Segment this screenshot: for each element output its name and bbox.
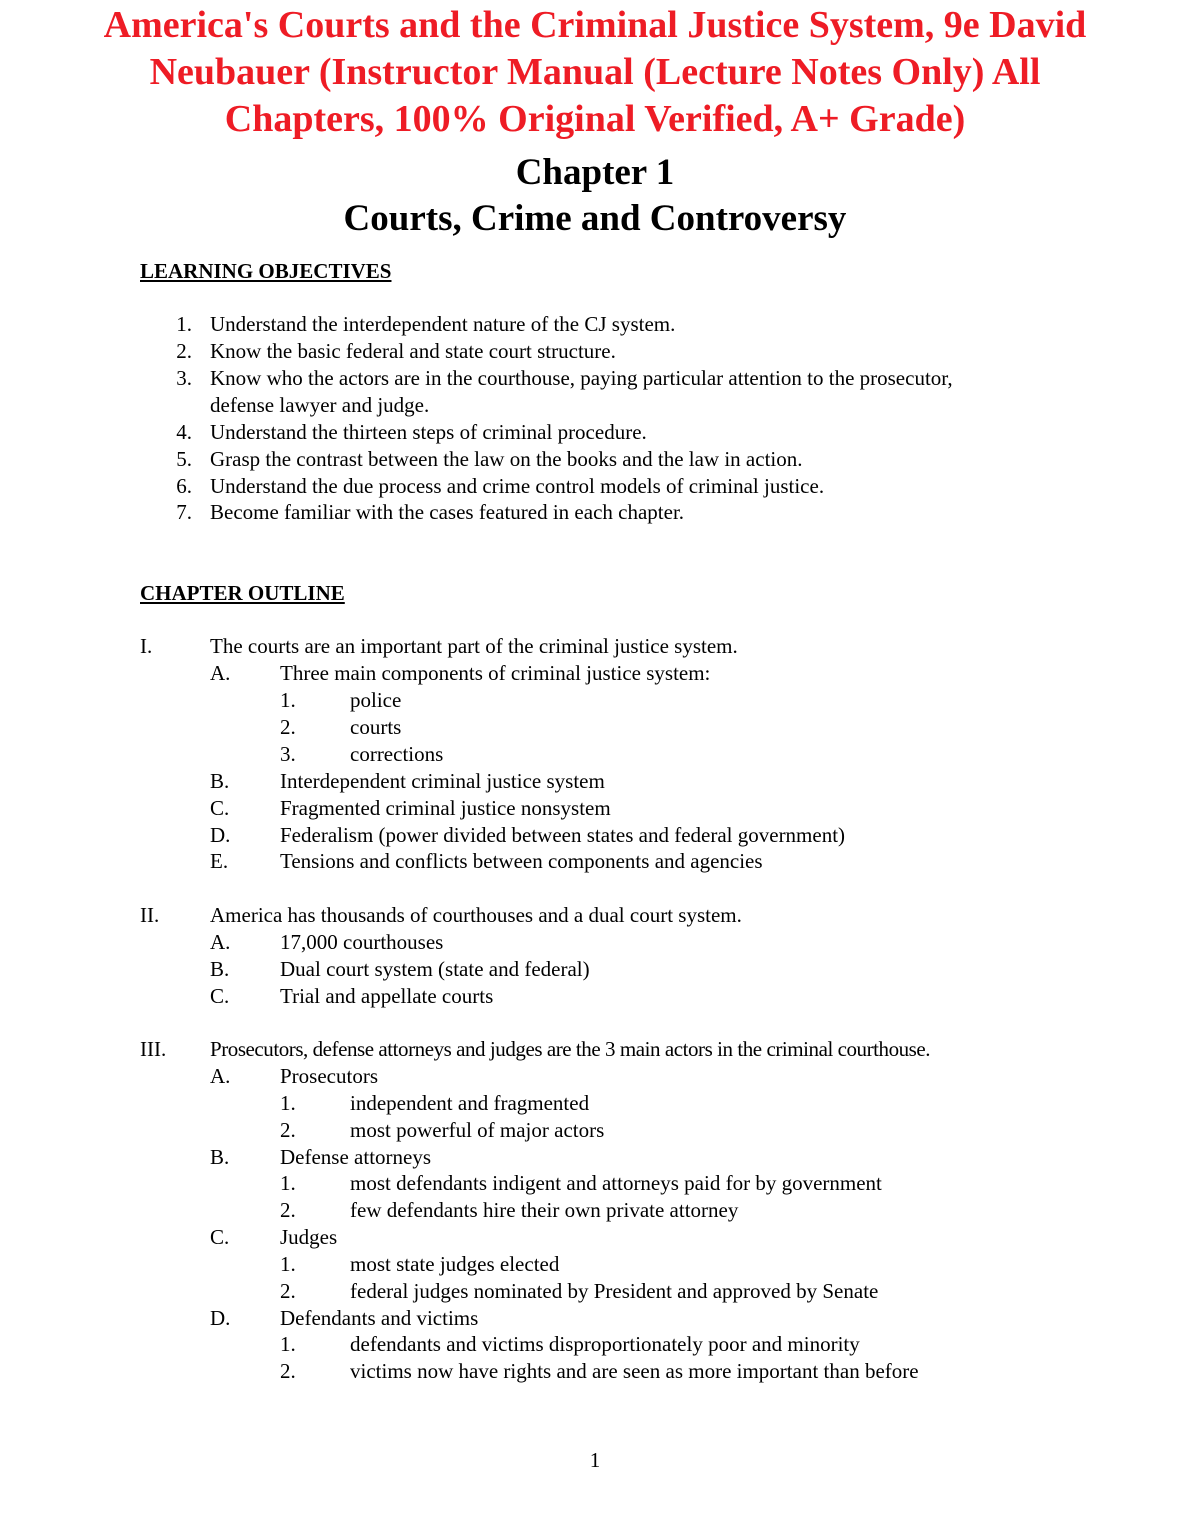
chapter-outline-heading: CHAPTER OUTLINE xyxy=(140,581,345,605)
objective-text: Know the basic federal and state court structure. xyxy=(210,339,616,363)
outline-sub-letter: D. xyxy=(210,823,231,847)
outline-item-text: defendants and victims disproportionately poor and minority xyxy=(350,1332,860,1356)
outline-sub-letter: A. xyxy=(210,661,231,685)
objective-number: 6. xyxy=(176,474,192,498)
objective-text: Understand the interdependent nature of the CJ system. xyxy=(210,312,676,336)
document-banner xyxy=(60,2,1130,143)
outline-sub-text: Defense attorneys xyxy=(280,1145,432,1169)
objective-number: 7. xyxy=(176,500,192,524)
outline-sub-text: 17,000 courthouses xyxy=(280,930,444,954)
outline-section-number: III. xyxy=(140,1037,167,1061)
objective-number: 4. xyxy=(176,420,192,444)
outline-item-text: police xyxy=(350,688,402,712)
outline-sub-text: Federalism (power divided between states and federal government) xyxy=(280,823,846,847)
page-number: 1 xyxy=(589,1448,601,1472)
outline-section-number: II. xyxy=(140,903,160,927)
objective-text: Become familiar with the cases featured in each chapter. xyxy=(210,500,685,524)
outline-item-text: most powerful of major actors xyxy=(350,1118,605,1142)
outline-item-number: 1. xyxy=(280,1171,296,1195)
outline-sub-text: Trial and appellate courts xyxy=(280,984,494,1008)
outline-item-text: victims now have rights and are seen as more important than before xyxy=(350,1359,919,1383)
objective-text: Know who the actors are in the courthouse, paying particular attention to the prosecutor, xyxy=(210,366,953,390)
outline-sub-letter: B. xyxy=(210,1145,230,1169)
outline-section-text: America has thousands of courthouses and a dual court system. xyxy=(210,903,742,927)
outline-section-number: I. xyxy=(140,634,153,658)
outline-sub-letter: A. xyxy=(210,930,231,954)
outline-item-text: most defendants indigent and attorneys paid for by government xyxy=(350,1171,882,1195)
outline-section-text: Prosecutors, defense attorneys and judges are the 3 main actors in the criminal courthouse. xyxy=(210,1037,931,1061)
outline-item-number: 2. xyxy=(280,1359,296,1383)
outline-sub-letter: D. xyxy=(210,1306,231,1330)
objective-text: Understand the due process and crime control models of criminal justice. xyxy=(210,474,825,498)
outline-item-text: corrections xyxy=(350,742,444,766)
outline-item-text: independent and fragmented xyxy=(350,1091,590,1115)
outline-item-text: few defendants hire their own private attorney xyxy=(350,1198,739,1222)
outline-section-text: The courts are an important part of the criminal justice system. xyxy=(210,634,738,658)
outline-sub-letter: C. xyxy=(210,984,230,1008)
banner-line-1: America's Courts and the Criminal Justice System, 9e David xyxy=(103,4,1087,46)
outline-item-number: 1. xyxy=(280,1332,296,1356)
outline-sub-letter: A. xyxy=(210,1064,231,1088)
outline-item-number: 1. xyxy=(280,1252,296,1276)
objective-number: 1. xyxy=(176,312,192,336)
outline-sub-text: Prosecutors xyxy=(280,1064,378,1088)
outline-sub-text: Tensions and conflicts between components and agencies xyxy=(280,849,763,873)
banner-line-3: Chapters, 100% Original Verified, A+ Grade) xyxy=(224,98,966,140)
objective-text-continued: defense lawyer and judge. xyxy=(210,393,430,417)
learning-objectives-heading: LEARNING OBJECTIVES xyxy=(140,259,392,283)
outline-item-number: 1. xyxy=(280,688,296,712)
outline-item-number: 2. xyxy=(280,715,296,739)
banner-line-2: Neubauer (Instructor Manual (Lecture Notes Only) All xyxy=(149,51,1041,93)
outline-item-number: 3. xyxy=(280,742,296,766)
outline-sub-text: Dual court system (state and federal) xyxy=(280,957,590,981)
objective-text: Grasp the contrast between the law on the books and the law in action. xyxy=(210,447,803,471)
outline-item-number: 2. xyxy=(280,1118,296,1142)
objective-number: 3. xyxy=(176,366,192,390)
outline-sub-letter: C. xyxy=(210,796,230,820)
chapter-title: Courts, Crime and Controversy xyxy=(343,198,847,239)
outline-sub-text: Three main components of criminal justice system: xyxy=(280,661,711,685)
outline-item-text: most state judges elected xyxy=(350,1252,560,1276)
outline-sub-text: Defendants and victims xyxy=(280,1306,479,1330)
outline-item-text: courts xyxy=(350,715,402,739)
outline-sub-text: Interdependent criminal justice system xyxy=(280,769,605,793)
outline-sub-letter: B. xyxy=(210,957,230,981)
outline-sub-letter: C. xyxy=(210,1225,230,1249)
objective-number: 2. xyxy=(176,339,192,363)
outline-sub-text: Judges xyxy=(280,1225,338,1249)
objective-text: Understand the thirteen steps of criminal procedure. xyxy=(210,420,647,444)
outline-sub-letter: E. xyxy=(210,849,229,873)
outline-item-number: 2. xyxy=(280,1198,296,1222)
objective-number: 5. xyxy=(176,447,192,471)
outline-sub-letter: B. xyxy=(210,769,230,793)
outline-item-number: 1. xyxy=(280,1091,296,1115)
outline-sub-text: Fragmented criminal justice nonsystem xyxy=(280,796,611,820)
chapter-number: Chapter 1 xyxy=(515,152,675,193)
outline-item-number: 2. xyxy=(280,1279,296,1303)
outline-item-text: federal judges nominated by President and approved by Senate xyxy=(350,1279,879,1303)
